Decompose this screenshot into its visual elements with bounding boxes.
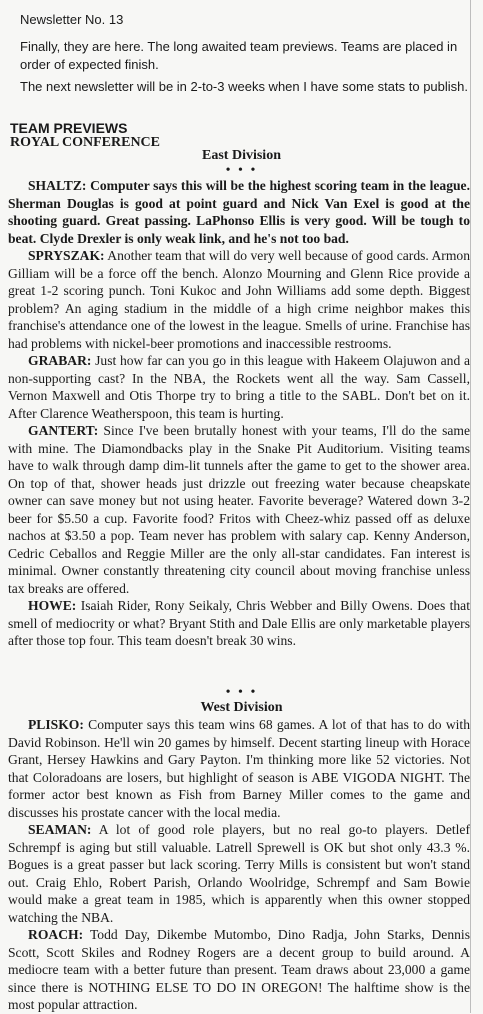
intro-paragraph: Finally, they are here. The long awaited team previews. Teams are placed in order of expected finish. <box>20 39 458 72</box>
team-preview: GANTERT: Since I've been brutally honest with your teams, I'll do the same with mine. The Diamondbacks play in the Snake Pit Auditorium. Visiting teams have to walk through damp dim-lit tunnels after the game to get to the shower area. On top of that, shower heads just drizzle out freezing water because cheapskate owner can save money but not using heater. Favorite beverage? Watered down 3-2 beer for $5.50 a cup. Favorite food? Fritos with Cheez-whiz passed off as deluxe nachos at $3.50 a pop. Team never has problem with salary cap. Kenny Anderson, Cedric Ceballos and Reggie Miller are the only all-star candidates. Fan interest is minimal. Owner constantly threatening city council about moving franchise unless tax breaks are offered. <box>8 423 470 596</box>
column-rule <box>470 0 471 1013</box>
team-preview: SHALTZ: Computer says this will be the highest scoring team in the league. Sherman Douglas is good at point guard and Nick Van Exel is good at the shooting guard. Great passing. LaPhonso Ellis is very good. Will be tough to beat. Clyde Drexler is only weak link, and he's not too bad. <box>8 178 470 246</box>
team-preview: HOWE: Isaiah Rider, Rony Seikaly, Chris Webber and Billy Owens. Does that smell of mediocrity or what? Bryant Stith and Dale Ellis are only marketable players after those top four. This team doesn't break 30 wins. <box>8 598 470 648</box>
section-title: TEAM PREVIEWS <box>10 120 128 136</box>
east-separator: • • • <box>225 163 258 178</box>
intro <box>20 38 472 100</box>
west-division-title: West Division <box>200 700 283 715</box>
team-preview: SEAMAN: A lot of good role players, but no real go-to players. Detlef Schrempf is aging but still valuable. Latrell Sprewell is OK but shot only 43.3 %. Bogues is a great passer but lack scoring. Terry Mills is consistent but won't stand out. Craig Ehlo, Robert Parish, Orlando Woolridge, Schrempf and Sam Bowie would make a great team in 1985, which is apparently when this owner stopped watching the NBA. <box>8 822 470 925</box>
conference-title: ROYAL CONFERENCE <box>10 135 161 150</box>
east-division-previews <box>8 177 470 650</box>
newsletter-header: Newsletter No. 13 <box>20 12 124 27</box>
west-division-previews <box>8 716 470 1014</box>
team-preview: SPRYSZAK: Another team that will do very well because of good cards. Armon Gilliam will be a force off the bench. Alonzo Mourning and Glenn Rice provide a great 1-2 scoring punch. Toni Kukoc and John Williams add some depth. Biggest problem? An aging stadium in the middle of a high crime neighbor makes this franchise's attendance one of the lowest in the league. Smells of urine. Franchise has had problems with nickel-beer promotions and inaccessible restrooms. <box>8 248 470 351</box>
team-preview: ROACH: Todd Day, Dikembe Mutombo, Dino Radja, John Starks, Dennis Scott, Scott Skiles and Rodney Rogers are a decent group to build around. A mediocre team with a better future than present. Team draws about 23,000 a game since there is NOTHING ELSE TO DO IN OREGON! The halftime show is the most popular attraction. <box>8 927 470 1012</box>
intro-paragraph: The next newsletter will be in 2-to-3 weeks when I have some stats to publish. <box>20 79 468 94</box>
team-preview: GRABAR: Just how far can you go in this league with Hakeem Olajuwon and a non-supporting cast? In the NBA, the Rockets went all the way. Sam Cassell, Vernon Maxwell and Otis Thorpe try to bring a title to the SABL. Don't bet on it. After Clarence Weatherspoon, this team is hurting. <box>8 353 470 421</box>
east-division-title: East Division <box>202 148 281 163</box>
west-separator: • • • <box>225 685 258 700</box>
team-preview: PLISKO: Computer says this team wins 68 games. A lot of that has to do with David Robinson. He'll win 20 games by himself. Decent starting lineup with Horace Grant, Hersey Hawkins and Gary Payton. I'm thinking more like 52 victories. Not that Coloradoans are losers, but highlight of season is ABE VIGODA NIGHT. The former actor best known as Fish from Barney Miller comes to the game and discusses his prostate cancer with the local media. <box>8 717 470 820</box>
